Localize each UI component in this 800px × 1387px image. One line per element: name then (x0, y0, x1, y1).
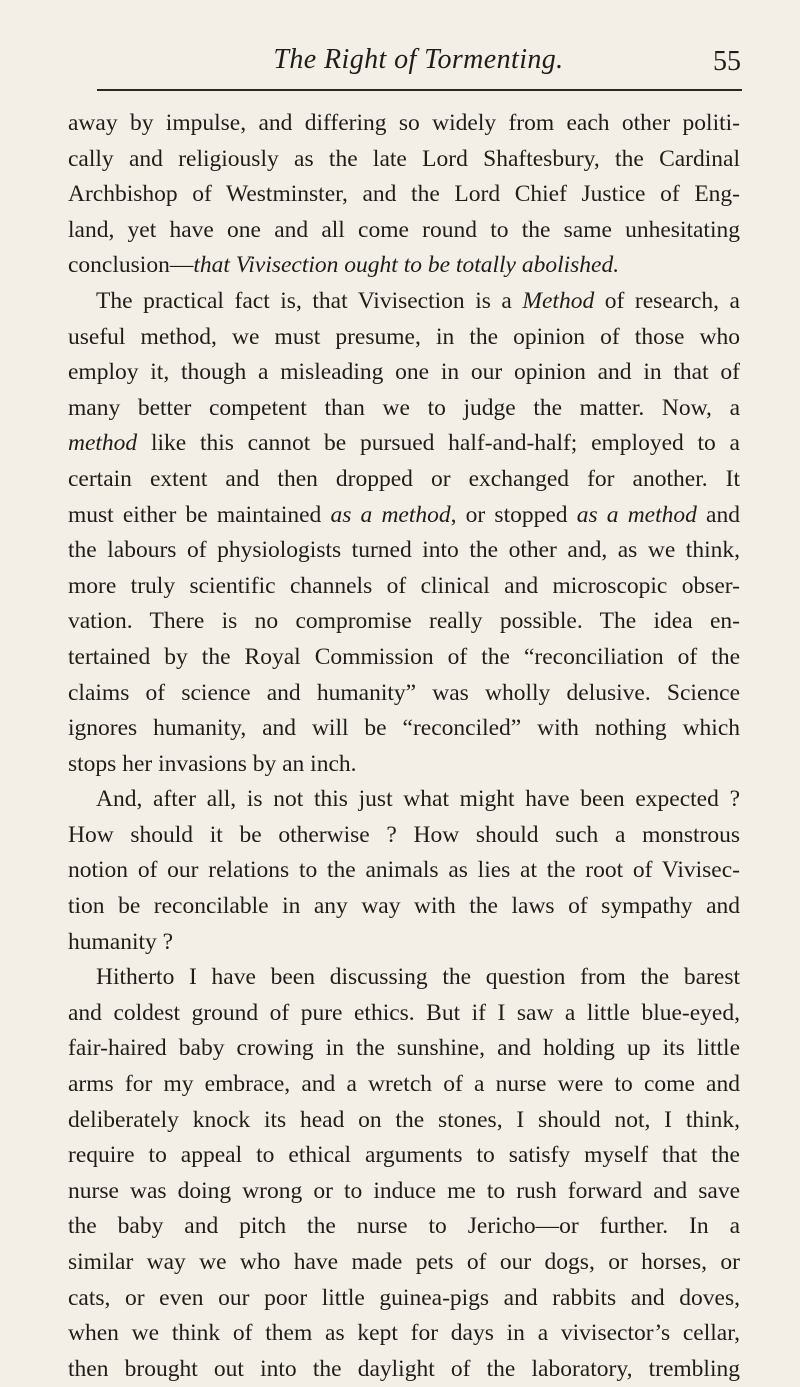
text-line (68, 676, 740, 712)
text-line (68, 604, 740, 640)
text-line (68, 1281, 740, 1317)
text-line (68, 996, 740, 1032)
text-segment: many better competent than we to judge the matter. Now, a (68, 394, 740, 421)
text-line (68, 889, 740, 925)
text-segment: tertained by the Royal Commission of the “reconciliation of the (68, 643, 740, 670)
text-segment: then brought out into the daylight of the laboratory, trembling (68, 1355, 740, 1382)
text-line (68, 177, 740, 213)
text-line (68, 1067, 740, 1103)
running-head (96, 40, 741, 80)
text-segment: humanity ? (68, 928, 174, 955)
text-segment: tion be reconcilable in any way with the laws of sympathy and (68, 893, 740, 920)
text-segment: conclusion— (68, 252, 194, 279)
text-segment: fair-haired baby crowing in the sunshine, and holding up its little (68, 1035, 740, 1062)
text-segment: How should it be otherwise ? How should such a monstrous (68, 821, 740, 848)
text-line (68, 106, 740, 142)
text-segment: useful method, we must presume, in the opinion of those who (68, 323, 740, 350)
text-segment: and coldest ground of pure ethics. But if I saw a little blue-eyed, (68, 999, 740, 1026)
body-text (68, 106, 740, 1387)
text-line (68, 711, 740, 747)
text-segment: cats, or even our poor little guinea-pigs and rabbits and doves, (68, 1284, 740, 1311)
text-segment: The practical fact is, that Vivisection is a (96, 287, 523, 314)
text-segment: away by impulse, and differing so widely from each other politi- (68, 110, 740, 136)
text-segment: , or stopped (450, 501, 577, 528)
text-segment: of research, a (594, 287, 740, 314)
page-number: 55 (713, 46, 741, 77)
text-segment: nurse was doing wrong or to induce me to rush forward and save (68, 1177, 740, 1204)
text-segment: deliberately knock its head on the stones, I should not, I think, (68, 1106, 740, 1133)
italic-text: as a method (576, 501, 697, 528)
text-line (68, 853, 740, 889)
text-segment: ignores humanity, and will be “reconciled” with nothing which (68, 715, 740, 742)
italic-text: Method (522, 287, 595, 314)
text-segment: Archbishop of Westminster, and the Lord Chief Justice of Eng- (68, 181, 740, 208)
text-line (68, 1316, 740, 1352)
text-line (68, 320, 740, 356)
text-line (68, 747, 740, 783)
text-line (68, 960, 740, 996)
text-line (68, 818, 740, 854)
text-line (68, 1138, 740, 1174)
text-segment: And, after all, is not this just what might have been expected ? (96, 786, 740, 813)
text-segment: the labours of physiologists turned into the other and, as we think, (68, 537, 740, 564)
text-line (68, 1209, 740, 1245)
running-head-title: The Right of Tormenting. (273, 44, 564, 75)
text-line (68, 925, 740, 961)
text-segment: similar way we who have made pets of our dogs, or horses, or (68, 1249, 740, 1275)
text-line (68, 782, 740, 818)
text-line (68, 1103, 740, 1139)
text-line (68, 1245, 740, 1281)
text-line (68, 391, 740, 427)
italic-text: that Vivisection ought to be totally abolished. (193, 252, 620, 279)
text-line (68, 213, 740, 249)
text-segment: vation. There is no compromise really possible. The idea en- (68, 608, 740, 635)
text-segment: and (696, 501, 740, 528)
text-segment: arms for my embrace, and a wretch of a nurse were to come and (68, 1071, 740, 1098)
text-segment: require to appeal to ethical arguments to satisfy myself that the (68, 1142, 740, 1169)
text-line (68, 569, 740, 605)
text-line (68, 248, 740, 284)
text-line (68, 533, 740, 569)
text-segment: stops her invasions by an inch. (68, 750, 357, 777)
header-rule (97, 89, 742, 91)
text-segment: the baby and pitch the nurse to Jericho—or further. In a (68, 1213, 740, 1240)
text-segment: cally and religiously as the late Lord Shaftesbury, the Cardinal (68, 145, 740, 172)
text-segment: employ it, though a misleading one in our opinion and in that of (68, 359, 740, 386)
text-segment: more truly scientific channels of clinical and microscopic obser- (68, 572, 740, 599)
text-segment: Hitherto I have been discussing the question from the barest (96, 964, 740, 991)
text-line (68, 1174, 740, 1210)
italic-text: method (68, 430, 138, 457)
text-line (68, 1352, 740, 1387)
text-segment: like this cannot be pursued half-and-half; employed to a (137, 430, 740, 457)
text-line (68, 1031, 740, 1067)
text-segment: land, yet have one and all come round to the same unhesitating (68, 216, 740, 243)
text-line (68, 284, 740, 320)
text-segment: certain extent and then dropped or exchanged for another. It (68, 465, 740, 492)
italic-text: as a method (330, 501, 451, 528)
text-segment: must either be maintained (68, 501, 331, 528)
text-line (68, 498, 740, 534)
text-line (68, 142, 740, 178)
text-line (68, 426, 740, 462)
text-line (68, 640, 740, 676)
text-line (68, 462, 740, 498)
text-segment: claims of science and humanity” was wholly delusive. Science (68, 679, 740, 706)
text-line (68, 355, 740, 391)
text-segment: when we think of them as kept for days in a vivisector’s cellar, (68, 1320, 740, 1347)
text-segment: notion of our relations to the animals as lies at the root of Vivisec- (68, 857, 740, 884)
